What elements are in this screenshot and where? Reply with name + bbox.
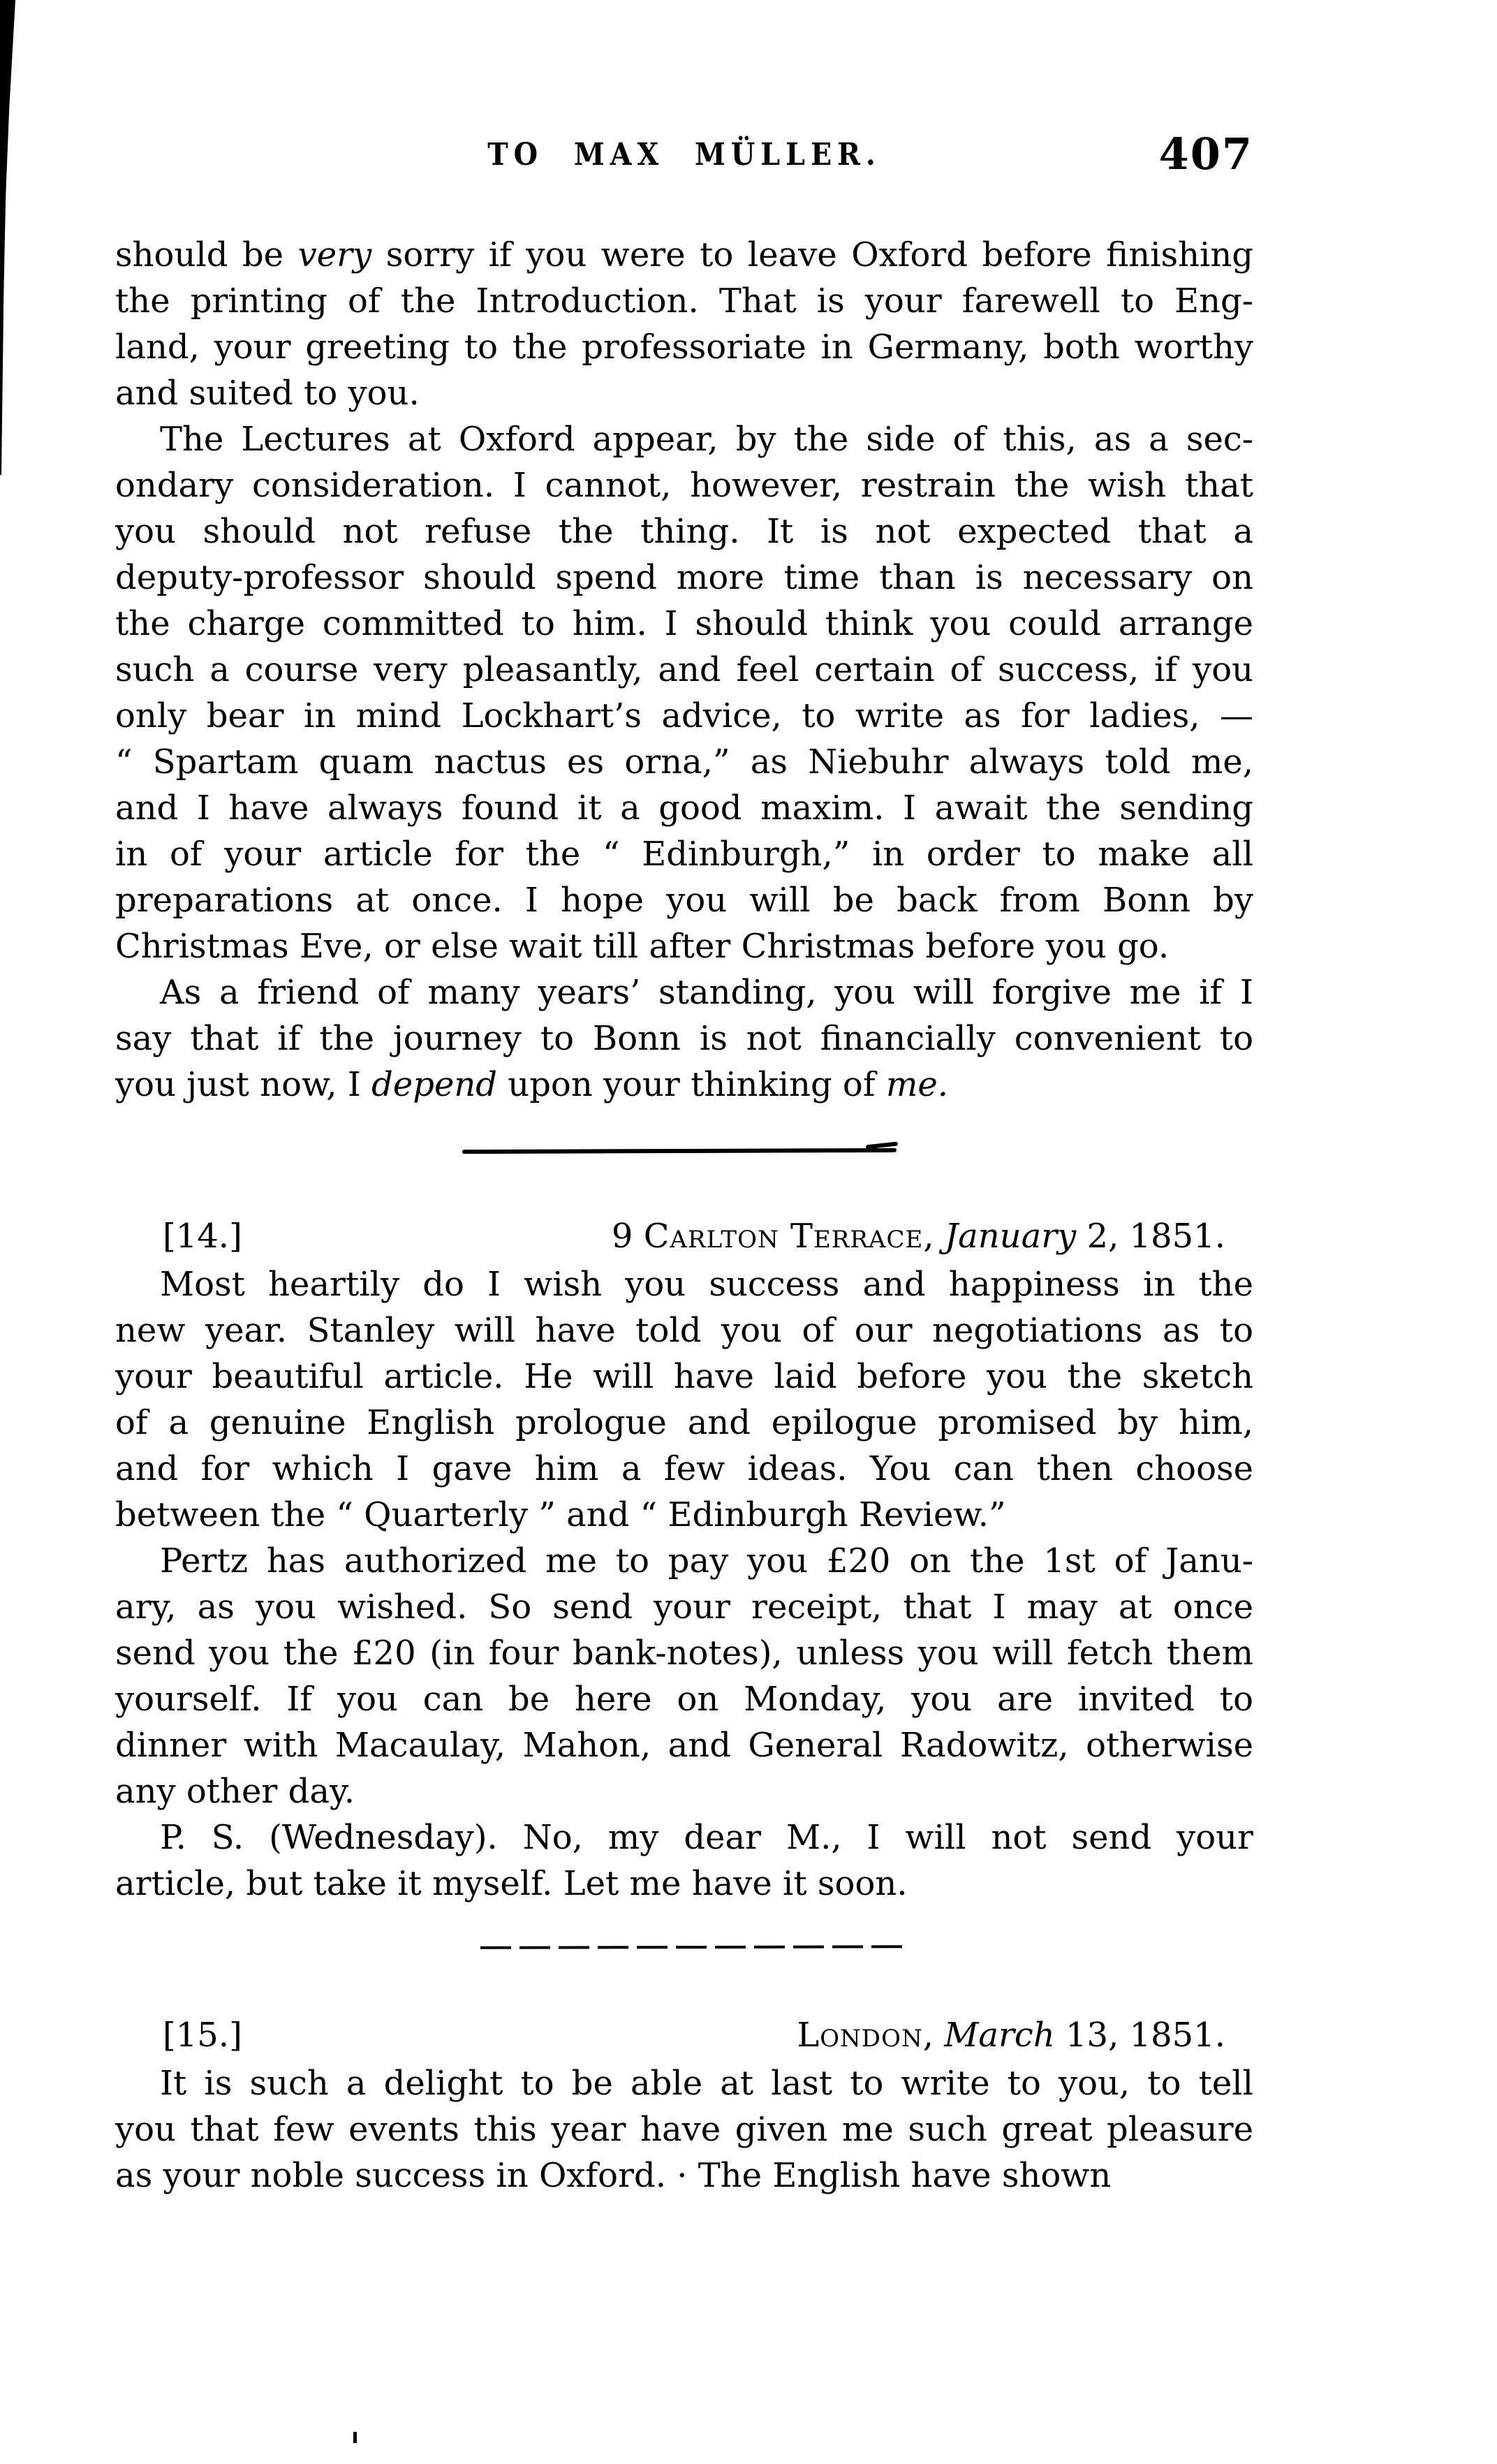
text-segment: as your noble success in Oxford. · The English have shown (115, 2156, 1112, 2195)
letter-15-body (115, 2060, 1253, 2199)
text-line (115, 2060, 1253, 2106)
text-segment: land, your greeting to the professoriate in Germany, both worthy (115, 328, 1253, 367)
text-line (115, 1062, 1253, 1108)
text-segment: 9 (611, 1217, 644, 1256)
letter-13-continuation-body (115, 232, 1253, 1108)
text-segment: the charge committed to him. I should think you could arrange (115, 604, 1253, 643)
text-line (115, 1400, 1253, 1446)
text-line (115, 1861, 1253, 1907)
text-segment: very (297, 235, 372, 274)
text-segment: As a friend of many years’ standing, you will forgive me if I (160, 973, 1253, 1012)
text-segment: dinner with Macaulay, Mahon, and General Radowitz, otherwise (115, 1726, 1253, 1765)
text-line (115, 1538, 1253, 1584)
section-divider-1 (462, 1148, 897, 1154)
text-segment: , (923, 1217, 945, 1256)
scan-artifact-speck (353, 2432, 357, 2443)
letter-15-dateline (797, 2016, 1225, 2055)
text-segment: me. (885, 1065, 949, 1104)
text-segment: say that if the journey to Bonn is not financially convenient to (115, 1019, 1253, 1058)
text-line (115, 324, 1253, 370)
text-line (115, 1307, 1253, 1354)
running-header-title: TO MAX MÜLLER. (487, 137, 881, 173)
text-segment: article, but take it myself. Let me have it soon. (115, 1864, 908, 1903)
page-header (115, 129, 1253, 179)
text-segment: you that few events this year have given me such great pleasure (115, 2110, 1253, 2149)
scan-artifact-left-tail (0, 311, 3, 475)
text-line (115, 1354, 1253, 1400)
text-segment: , (922, 2016, 945, 2055)
text-segment: any other day. (115, 1772, 355, 1811)
text-segment: ondary consideration. I cannot, however, restrain the wish that (115, 466, 1253, 505)
letter-15-number: [15.] (163, 2016, 242, 2055)
text-segment: 2, 1851. (1076, 1217, 1225, 1256)
text-segment: January (944, 1217, 1077, 1256)
text-segment: new year. Stanley will have told you of our negotiations as to (115, 1311, 1253, 1350)
text-line (115, 785, 1253, 831)
text-segment: Carlton Terrace (643, 1217, 924, 1256)
text-segment: preparations at once. I hope you will be back from Bonn by (115, 881, 1253, 920)
text-line (115, 739, 1253, 785)
text-segment: Pertz has authorized me to pay you £20 on the 1st of Janu- (160, 1541, 1253, 1581)
text-line (115, 232, 1253, 278)
text-segment: between the “ Quarterly ” and “ Edinburgh Review.” (115, 1495, 1006, 1534)
letter-15-heading (115, 2016, 1253, 2055)
text-segment: Christmas Eve, or else wait till after Christmas before you go. (115, 927, 1170, 966)
text-line (115, 1722, 1253, 1768)
letter-14-number: [14.] (163, 1217, 242, 1256)
text-segment: in of your article for the “ Edinburgh,” in order to make all (115, 835, 1253, 874)
letter-14-dateline (612, 1217, 1225, 1256)
text-line (115, 877, 1253, 923)
letter-14-body (115, 1261, 1253, 1907)
text-line (115, 1768, 1253, 1814)
text-line (115, 2106, 1253, 2153)
text-line (115, 1261, 1253, 1307)
text-segment: you just now, I (115, 1065, 372, 1104)
text-line (115, 462, 1253, 508)
text-line (115, 831, 1253, 877)
text-segment: The Lectures at Oxford appear, by the side of this, as a sec- (160, 420, 1253, 459)
text-segment: March (944, 2016, 1055, 2055)
text-line (115, 508, 1253, 555)
text-segment: deputy-professor should spend more time than is necessary on (115, 558, 1253, 597)
text-segment: depend (371, 1065, 498, 1104)
text-line (115, 1814, 1253, 1861)
text-line (115, 1584, 1253, 1630)
text-segment: of a genuine English prologue and epilogue promised by him, (115, 1403, 1253, 1442)
text-segment: and suited to you. (115, 374, 420, 413)
text-segment: Most heartily do I wish you success and happiness in the (160, 1265, 1253, 1304)
text-segment: your beautiful article. He will have laid before you the sketch (115, 1357, 1253, 1396)
text-line (115, 923, 1253, 969)
text-line (115, 555, 1253, 601)
text-segment: London (797, 2016, 923, 2055)
text-segment: yourself. If you can be here on Monday, you are invited to (115, 1680, 1253, 1719)
text-segment: “ Spartam quam nactus es orna,” as Niebuhr always told me, (115, 742, 1253, 782)
text-line (115, 2153, 1253, 2199)
text-line (115, 1015, 1253, 1062)
text-segment: sorry if you were to leave Oxford before finishing (371, 235, 1253, 274)
text-segment: P. S. (Wednesday). No, my dear M., I will not send your (160, 1818, 1253, 1857)
text-line (115, 1676, 1253, 1722)
text-line (115, 647, 1253, 693)
text-segment: and I have always found it a good maxim. I await the sending (115, 789, 1253, 828)
text-segment: and for which I gave him a few ideas. You can then choose (115, 1449, 1253, 1488)
text-line (115, 416, 1253, 462)
section-divider-2 (480, 1945, 908, 1949)
text-segment: ary, as you wished. So send your receipt, that I may at once (115, 1587, 1253, 1627)
scan-artifact-left-edge (0, 0, 15, 311)
page-number: 407 (1158, 129, 1253, 179)
text-segment: send you the £20 (in four bank-notes), unless you will fetch them (115, 1634, 1253, 1673)
text-segment: should be (115, 235, 298, 274)
text-line (115, 693, 1253, 739)
text-segment: the printing of the Introduction. That is your farewell to Eng- (115, 281, 1253, 321)
text-line (115, 278, 1253, 324)
text-line (115, 601, 1253, 647)
text-segment: 13, 1851. (1054, 2016, 1225, 2055)
text-line (115, 969, 1253, 1015)
text-segment: only bear in mind Lockhart’s advice, to write as for ladies, — (115, 696, 1253, 735)
text-line (115, 1492, 1253, 1538)
text-line (115, 1630, 1253, 1676)
text-segment: upon your thinking of (497, 1065, 886, 1104)
text-segment: you should not refuse the thing. It is not expected that a (115, 512, 1253, 551)
text-segment: such a course very pleasantly, and feel certain of success, if you (115, 650, 1253, 689)
text-line (115, 1446, 1253, 1492)
text-segment: It is such a delight to be able at last to write to you, to tell (160, 2064, 1253, 2103)
text-line (115, 370, 1253, 416)
letter-14-heading (115, 1217, 1253, 1256)
